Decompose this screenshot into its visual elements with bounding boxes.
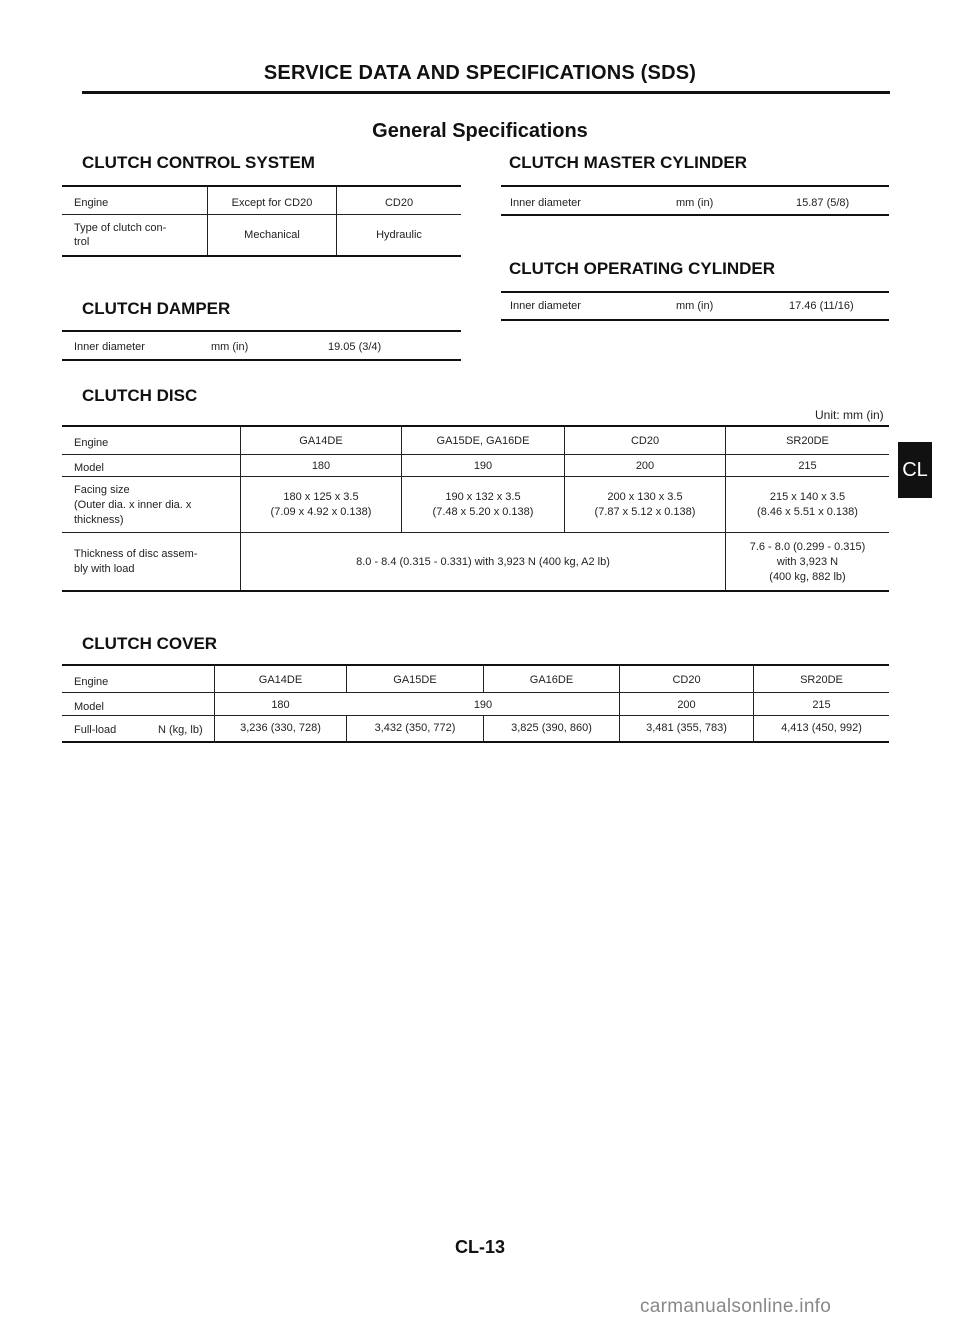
cover-model-215: 215 [812, 699, 831, 711]
disc-facing-label-line2: (Outer dia. x inner dia. x [74, 499, 192, 511]
rule [501, 291, 889, 293]
column-divider [619, 666, 620, 741]
rule [62, 664, 889, 666]
rule [501, 185, 889, 187]
control-type-label-line2: trol [74, 236, 90, 248]
page-title: SERVICE DATA AND SPECIFICATIONS (SDS) [263, 62, 697, 84]
clutch-control-heading: CLUTCH CONTROL SYSTEM [82, 153, 315, 172]
column-divider [336, 187, 337, 255]
master-cylinder-heading: CLUTCH MASTER CYLINDER [509, 153, 747, 172]
column-divider [346, 716, 347, 741]
disc-engine-ga15de-ga16de: GA15DE, GA16DE [436, 435, 530, 447]
cover-model-190: 190 [473, 699, 493, 711]
column-divider [564, 427, 565, 532]
column-divider [483, 716, 484, 741]
cover-model-180: 180 [271, 699, 290, 711]
disc-engine-cd20: CD20 [630, 435, 660, 447]
disc-model-215: 215 [798, 460, 817, 472]
cover-fullload-unit: N (kg, lb) [158, 724, 203, 736]
master-cylinder-label: Inner diameter [510, 197, 581, 209]
rule [62, 214, 461, 215]
disc-facing-ga14de-mm: 180 x 125 x 3.5 [283, 491, 359, 503]
cover-engine-ga16de: GA16DE [529, 674, 574, 686]
disc-engine-sr20de: SR20DE [786, 435, 829, 447]
cover-fullload-ga15de: 3,432 (350, 772) [374, 722, 456, 734]
operating-cylinder-label: Inner diameter [510, 300, 581, 312]
rule [62, 692, 889, 693]
master-cylinder-value: 15.87 (5/8) [796, 197, 850, 209]
disc-facing-ga15-16de-mm: 190 x 132 x 3.5 [445, 491, 521, 503]
damper-value: 19.05 (3/4) [328, 341, 382, 353]
cover-engine-ga14de: GA14DE [258, 674, 303, 686]
column-divider [753, 666, 754, 741]
disc-thickness-common: 8.0 - 8.4 (0.315 - 0.331) with 3,923 N (400 kg, A2 lb) [356, 556, 610, 568]
operating-cylinder-value: 17.46 (11/16) [789, 300, 854, 312]
cover-fullload-ga16de: 3,825 (390, 860) [511, 722, 592, 734]
disc-thickness-sr20de-line1: 7.6 - 8.0 (0.299 - 0.315) [749, 541, 866, 553]
cover-model-label: Model [74, 701, 104, 713]
control-engine-except-cd20: Except for CD20 [231, 197, 313, 209]
cover-heading: CLUTCH COVER [82, 634, 218, 653]
column-divider [346, 666, 347, 692]
title-rule [82, 91, 890, 94]
disc-thickness-sr20de-line3: (400 kg, 882 lb) [769, 571, 846, 583]
column-divider [483, 666, 484, 692]
section-tab: CL [898, 442, 932, 498]
control-type-label-line1: Type of clutch con- [74, 222, 167, 234]
disc-facing-ga14de-in: (7.09 x 4.92 x 0.138) [270, 506, 372, 518]
rule [62, 741, 889, 743]
disc-facing-ga15-16de-in: (7.48 x 5.20 x 0.138) [432, 506, 534, 518]
watermark: carmanualsonline.info [640, 1296, 832, 1317]
cover-fullload-sr20de: 4,413 (450, 992) [781, 722, 862, 734]
column-divider [240, 427, 241, 590]
damper-label: Inner diameter [74, 341, 145, 353]
cover-engine-cd20: CD20 [672, 674, 701, 686]
column-divider [401, 427, 402, 532]
disc-facing-cd20-mm: 200 x 130 x 3.5 [607, 491, 683, 503]
disc-facing-sr20de-in: (8.46 x 5.51 x 0.138) [757, 506, 858, 518]
disc-facing-label-line1: Facing size [74, 484, 130, 496]
disc-unit-note: Unit: mm (in) [815, 408, 884, 422]
disc-facing-sr20de-mm: 215 x 140 x 3.5 [769, 491, 846, 503]
rule [62, 715, 889, 716]
operating-cylinder-heading: CLUTCH OPERATING CYLINDER [509, 259, 776, 278]
rule [62, 330, 461, 332]
cover-fullload-label: Full-load [74, 724, 117, 736]
cover-model-200: 200 [677, 699, 696, 711]
damper-heading: CLUTCH DAMPER [82, 299, 231, 318]
rule [62, 255, 461, 257]
disc-model-190: 190 [473, 460, 493, 472]
page-number: CL-13 [454, 1237, 505, 1257]
disc-thickness-label-line2: bly with load [74, 563, 135, 575]
control-type-hydraulic: Hydraulic [376, 229, 422, 241]
cover-fullload-ga14de: 3,236 (330, 728) [240, 722, 321, 734]
column-divider [214, 666, 215, 741]
rule [62, 185, 461, 187]
column-divider [725, 427, 726, 590]
cover-fullload-cd20: 3,481 (355, 783) [646, 722, 727, 734]
cover-engine-sr20de: SR20DE [800, 674, 843, 686]
rule [62, 454, 889, 455]
disc-model-200: 200 [635, 460, 655, 472]
rule [62, 532, 889, 533]
disc-facing-cd20-in: (7.87 x 5.12 x 0.138) [594, 506, 696, 518]
disc-heading: CLUTCH DISC [82, 386, 198, 405]
rule [501, 214, 889, 216]
cover-engine-ga15de: GA15DE [393, 674, 437, 686]
rule [62, 425, 889, 427]
cover-engine-label: Engine [74, 676, 109, 688]
column-divider [207, 187, 208, 255]
rule [501, 319, 889, 321]
rule [62, 590, 889, 592]
damper-unit: mm (in) [211, 341, 249, 353]
control-engine-cd20: CD20 [384, 197, 414, 209]
rule [62, 359, 461, 361]
operating-cylinder-unit: mm (in) [676, 300, 714, 312]
disc-facing-label-line3: thickness) [74, 514, 124, 526]
disc-engine-label: Engine [74, 437, 109, 449]
control-type-mechanical: Mechanical [244, 229, 300, 241]
disc-thickness-sr20de-line2: with 3,923 N [776, 556, 839, 568]
section-title: General Specifications [372, 120, 588, 142]
control-engine-label: Engine [74, 197, 109, 209]
disc-engine-ga14de: GA14DE [299, 435, 343, 447]
rule [62, 476, 889, 477]
disc-thickness-label-line1: Thickness of disc assem- [74, 548, 198, 560]
disc-model-180: 180 [311, 460, 331, 472]
master-cylinder-unit: mm (in) [676, 197, 714, 209]
disc-model-label: Model [74, 462, 104, 474]
